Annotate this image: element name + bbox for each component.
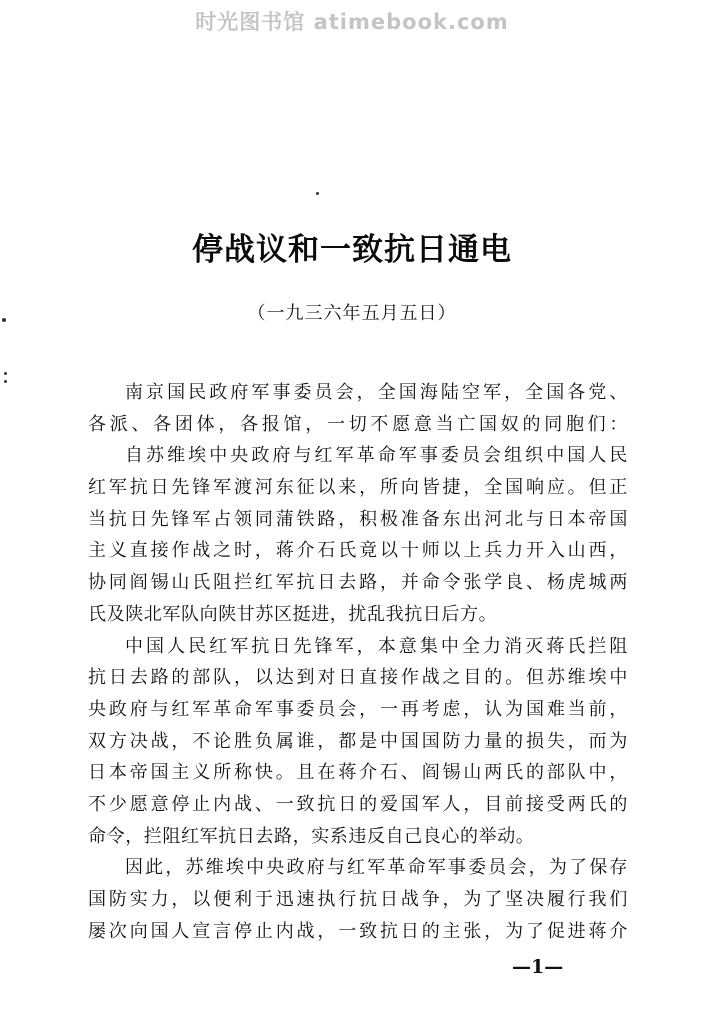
text-line: 当抗日先锋军占领同蒲铁路，积极准备东出河北与日本帝国 <box>88 508 628 530</box>
text-line: 日本帝国主义所称快。且在蒋介石、阎锡山两氏的部队中， <box>88 762 628 784</box>
body-text <box>88 377 628 947</box>
watermark: 时光图书馆 atimebook.com <box>195 10 509 34</box>
text-line: 氏及陕北军队向陕甘苏区挺进，扰乱我抗日后方。 <box>88 603 498 625</box>
page-number: —1— <box>512 956 564 978</box>
text-line: 因此，苏维埃中央政府与红军革命军事委员会，为了保存 <box>125 857 628 879</box>
text-line: 屡次向国人宣言停止内战，一致抗日的主张，为了促进蒋介 <box>88 920 628 942</box>
scan-speck <box>4 372 7 375</box>
text-line: 不少愿意停止内战、一致抗日的爱国军人，目前接受两氏的 <box>88 793 628 815</box>
scan-speck <box>316 192 319 195</box>
text-line: 双方决战，不论胜负属谁，都是中国国防力量的损失，而为 <box>88 730 628 752</box>
text-line: 主义直接作战之时，蒋介石氏竟以十师以上兵力开入山西， <box>88 540 628 562</box>
scan-speck <box>4 380 7 383</box>
text-line: 各派、各团体，各报馆，一切不愿意当亡国奴的同胞们： <box>88 413 628 435</box>
text-line: 央政府与红军革命军事委员会，一再考虑，认为国难当前， <box>88 698 628 720</box>
document-date: （一九三六年五月五日） <box>247 303 457 324</box>
text-line: 红军抗日先锋军渡河东征以来，所向皆捷，全国响应。但正 <box>88 477 628 499</box>
document-title: 停战议和一致抗日通电 <box>192 232 512 268</box>
text-line: 协同阎锡山氏阻拦红军抗日去路，并命令张学良、杨虎城两 <box>88 572 628 594</box>
text-line: 国防实力，以便利于迅速执行抗日战争，为了坚决履行我们 <box>88 889 628 910</box>
text-line: 中国人民红军抗日先锋军，本意集中全力消灭蒋氏拦阻 <box>125 635 628 657</box>
text-line: 抗日去路的部队，以达到对日直接作战之目的。但苏维埃中 <box>88 667 628 689</box>
text-line: 命令，拦阻红军抗日去路，实系违反自己良心的举动。 <box>88 825 535 847</box>
text-line: 自苏维埃中央政府与红军革命军事委员会组织中国人民 <box>125 445 628 467</box>
text-line: 南京国民政府军事委员会，全国海陆空军，全国各党、 <box>125 382 628 403</box>
